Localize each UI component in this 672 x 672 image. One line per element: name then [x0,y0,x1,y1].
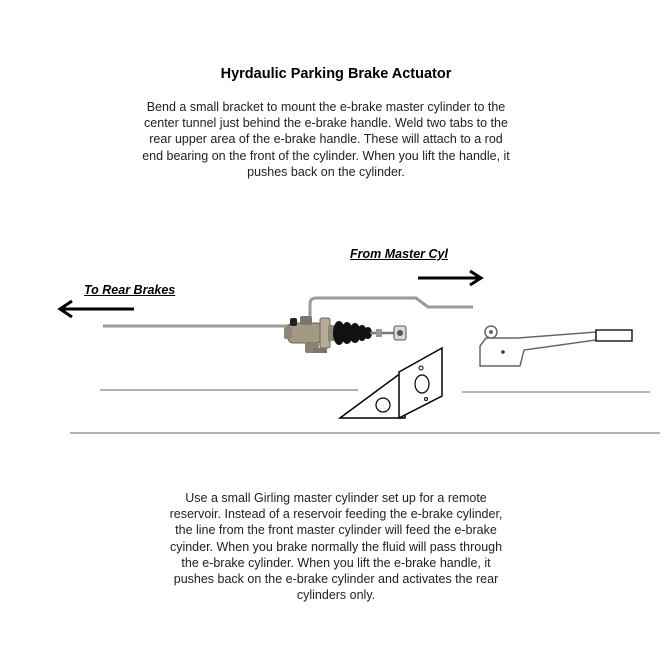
rod-end-nut [376,329,382,337]
arrow-to-rear-icon [60,301,134,317]
master-feed-line [310,298,473,322]
ebrake-handle [480,326,632,366]
rod-end-bearing [394,326,406,340]
description-bottom: Use a small Girling master cylinder set up for a remote reservoir. Instead of a reservoir feeding the e-brake cylinder, the line from the front master cylinder will feed the e-brake cyinder. When you brake normally the fluid will pass through the e-brake cylinder. When you lift the e-brake handle, it pushes back on the e-brake cylinder and activates the rear cylinders only. [169,491,503,603]
description-top: Bend a small bracket to mount the e-brake master cylinder to the center tunnel just behind the e-brake handle. Weld two tabs to the rear upper area of the e-brake handle. These will attach to a rod end bearing on the front of the cylinder. When you lift the handle, it pushes back on the cylinder. [142,100,510,179]
master-cylinder [284,316,334,353]
page-title: Hyrdaulic Parking Brake Actuator [220,66,452,82]
mounting-bracket [340,348,442,418]
label-from-master: From Master Cyl [350,247,448,261]
label-to-rear: To Rear Brakes [84,283,176,297]
arrow-from-master-icon [418,271,481,285]
rubber-boot [333,321,372,345]
